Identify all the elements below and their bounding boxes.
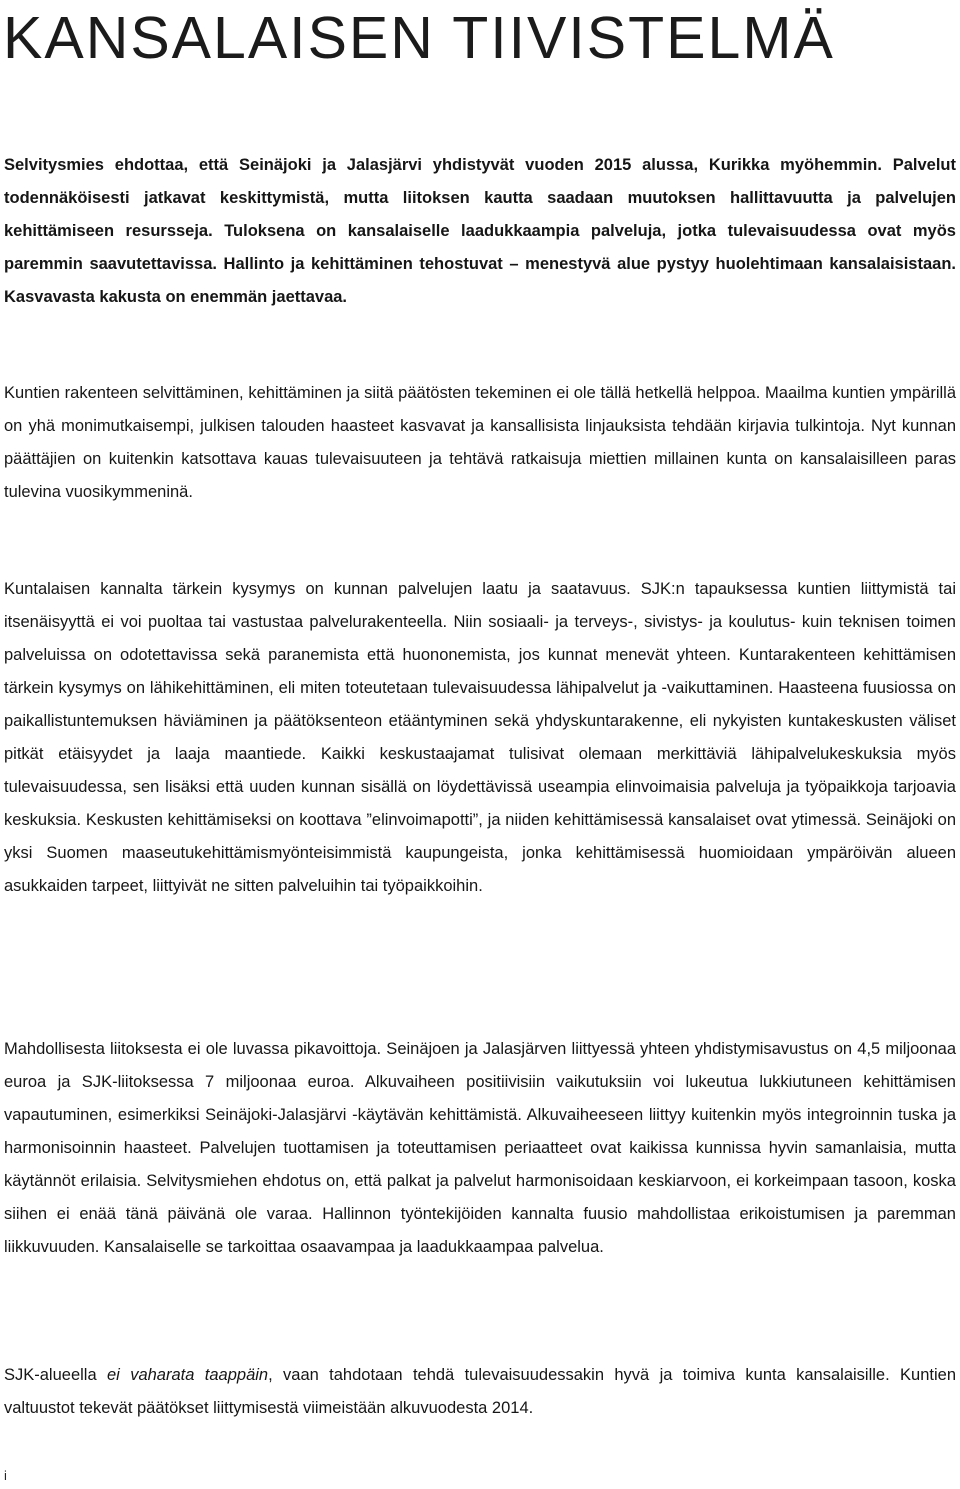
paragraph-5-text-start: SJK-alueella <box>4 1366 107 1384</box>
body-paragraph-2: Kuntien rakenteen selvittäminen, kehittäminen ja siitä päätösten tekeminen ei ole tällä hetkellä helppoa. Maailma kuntien ympärillä on yhä monimutkaisempi, julkisen talouden haasteet kasvavat ja kansallisista linjauksista tehdään kirjavia tulkintoja. Nyt kunnan päättäjien on kuitenkin katsottava kauas tulevaisuuteen ja tehtävä ratkaisuja miettien millainen kunta on kansalaisilleen paras tulevina vuosikymmeninä. <box>4 384 956 501</box>
body-paragraph-5 <box>4 1359 956 1425</box>
paragraph-5-italic-phrase: ei vaharata taappäin <box>107 1366 269 1384</box>
footnote-marker: i <box>4 1468 7 1483</box>
body-paragraph-4: Mahdollisesta liitoksesta ei ole luvassa pikavoittoja. Seinäjoen ja Jalasjärven liittyessä yhteen yhdistymisavustus on 4,5 miljoonaa euroa ja SJK-liitoksessa 7 miljoonaa euroa. Alkuvaiheen positiivisiin vaikutuksiin voi lukeutua lukkiutuneen kehittämisen vapautuminen, esimerkiksi Seinäjoki-Jalasjärvi -käytävän kehittämistä. Alkuvaiheeseen liittyy kuitenkin myös integroinnin tuska ja harmonisoinnin haasteet. Palvelujen tuottamisen ja toteuttamisen periaatteet ovat kaikissa kunnissa hyvin samanlaisia, mutta käytännöt erilaisia. Selvitysmiehen ehdotus on, että palkat ja palvelut harmonisoidaan keskiarvoon, ei korkeimpaan tasoon, koska siihen ei enää tänä päivänä ole varaa. Hallinnon työntekijöiden kannalta fuusio mahdollistaa erikoistumisen ja paremman liikkuvuuden. Kansalaiselle se tarkoittaa osaavampaa ja laadukkaampaa palvelua. <box>4 1040 956 1256</box>
document-title: KANSALAISEN TIIVISTELMÄ <box>3 5 835 71</box>
paragraph-5-text-end: , vaan tahdotaan tehdä tulevaisuudessakin hyvä ja toimiva kunta kansalaisille. Kuntien valtuustot tekevät päätökset liittymisestä viimeistään alkuvuodesta 2014. <box>4 1366 956 1417</box>
lead-paragraph: Selvitysmies ehdottaa, että Seinäjoki ja Jalasjärvi yhdistyvät vuoden 2015 alussa, Kurikka myöhemmin. Palvelut todennäköisesti jatkavat keskittymistä, mutta liitoksen kautta saadaan muutoksen hallittavuutta ja palvelujen kehittämiseen resursseja. Tuloksena on kansalaiselle laadukkaampia palveluja, jotka tulevaisuudessa ovat myös paremmin saavutettavissa. Hallinto ja kehittäminen tehostuvat – menestyvä alue pystyy huolehtimaan kansalaisistaan. Kasvavasta kakusta on enemmän jaettavaa. <box>4 156 956 306</box>
body-paragraph-3: Kuntalaisen kannalta tärkein kysymys on kunnan palvelujen laatu ja saatavuus. SJK:n tapauksessa kuntien liittymistä tai itsenäisyyttä ei voi puoltaa tai vastustaa palvelurakenteella. Niin sosiaali- ja terveys-, sivistys- ja koulutus- kuin teknisen toimen palveluissa on odotettavissa sekä paranemista että huononemista, jos kunnat menevät yhteen. Kuntarakenteen kehittämisen tärkein kysymys on lähikehittäminen, eli miten toteutetaan tulevaisuudessa lähipalvelut ja -vaikuttaminen. Haasteena fuusiossa on paikallistuntemuksen häviäminen ja päätöksenteon etääntyminen sekä yhdyskuntarakenne, eli nykyisten kuntakeskusten väliset pitkät etäisyydet ja laaja maantiede. Kaikki keskustaajamat tulisivat olemaan merkittäviä lähipalvelukeskuksia myös tulevaisuudessa, sen lisäksi että uuden kunnan sisällä on löydettävissä useampia elinvoimaisia palveluja ja työpaikkoja tarjoavia keskuksia. Keskusten kehittämiseksi on koottava ”elinvoimapotti”, ja niiden kehittämisessä kansalaiset ovat ytimessä. Seinäjoki on yksi Suomen maaseutukehittämismyönteisimmistä kaupungeista, jonka kehittämisessä huomioidaan ympäröivän alueen asukkaiden tarpeet, liittyivät ne sitten palveluihin tai työpaikkoihin. <box>4 580 956 895</box>
